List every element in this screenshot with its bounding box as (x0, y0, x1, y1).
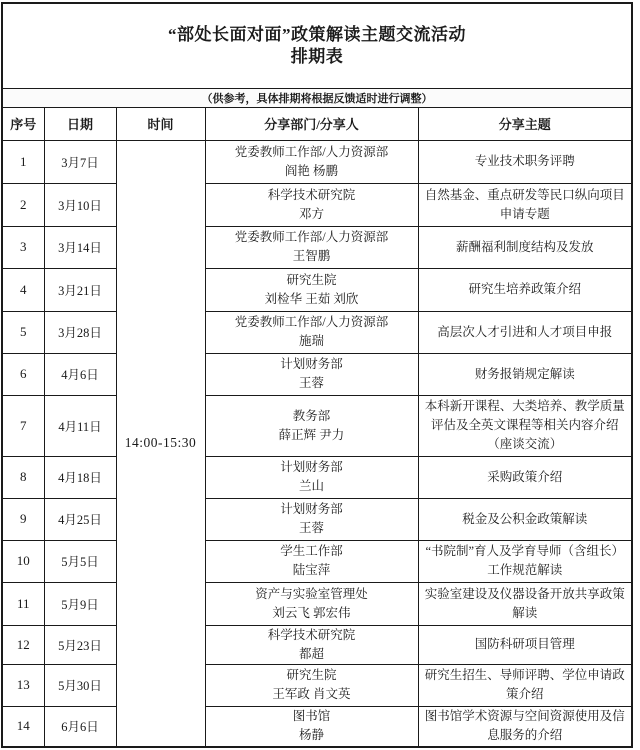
dept-name: 图书馆 (292, 709, 331, 724)
topic-cell: 财务报销规定解读 (418, 353, 632, 395)
topic-cell: 税金及公积金政策解读 (418, 498, 632, 540)
table-row (2, 183, 632, 226)
seq-cell: 3 (2, 226, 44, 268)
dept-cell (205, 664, 418, 706)
document-subtitle: （供参考，具体排期将根据反馈适时进行调整） (2, 88, 632, 107)
subtitle-row (2, 88, 632, 107)
document-title-line2: 排期表 (290, 46, 344, 66)
title-row (2, 3, 632, 88)
dept-cell (205, 625, 418, 664)
date-cell: 3月14日 (44, 226, 116, 268)
dept-name: 党委教师工作部/人力资源部 (234, 144, 389, 159)
person-names: 陆宝萍 (292, 563, 331, 577)
dept-name: 计划财务部 (280, 460, 343, 474)
dept-cell (205, 395, 418, 456)
dept-cell (205, 140, 418, 183)
person-names: 杨静 (298, 728, 324, 743)
table-row (2, 353, 632, 395)
person-names: 邓方 (298, 206, 324, 221)
table-row (2, 706, 632, 747)
column-header-time: 时间 (116, 107, 205, 140)
date-cell: 3月21日 (44, 268, 116, 311)
dept-name: 计划财务部 (280, 357, 343, 371)
person-names: 王智鹏 (292, 249, 331, 263)
document-title (2, 3, 632, 88)
person-names: 阎艳 杨鹏 (284, 163, 339, 178)
table-row (2, 664, 632, 706)
table-row (2, 226, 632, 268)
seq-cell: 2 (2, 183, 44, 226)
date-cell: 5月23日 (44, 625, 116, 664)
person-names: 刘检华 王茹 刘欣 (264, 291, 359, 306)
column-header-date: 日期 (44, 107, 116, 140)
document-title-line1: “部处长面对面”政策解读主题交流活动 (168, 24, 466, 44)
dept-name: 党委教师工作部/人力资源部 (234, 230, 389, 244)
dept-cell (205, 353, 418, 395)
column-header-dept: 分享部门/分享人 (205, 107, 418, 140)
dept-cell (205, 706, 418, 747)
dept-name: 研究生院 (286, 272, 337, 287)
seq-cell: 14 (2, 706, 44, 747)
person-names: 王蓉 (298, 376, 324, 390)
table-row (2, 140, 632, 183)
table-row (2, 625, 632, 664)
header-row (2, 107, 632, 140)
date-cell: 4月25日 (44, 498, 116, 540)
dept-name: 资产与实验室管理处 (255, 586, 368, 601)
table-row (2, 540, 632, 582)
seq-cell: 9 (2, 498, 44, 540)
date-cell: 5月5日 (44, 540, 116, 582)
seq-cell: 10 (2, 540, 44, 582)
person-names: 兰山 (298, 479, 324, 493)
table-row (2, 582, 632, 625)
table-row (2, 395, 632, 456)
seq-cell: 12 (2, 625, 44, 664)
time-cell: 14:00-15:30 (116, 140, 205, 747)
dept-name: 科学技术研究院 (267, 627, 356, 642)
dept-name: 科学技术研究院 (267, 187, 356, 202)
date-cell: 5月30日 (44, 664, 116, 706)
topic-cell: 国防科研项目管理 (418, 625, 632, 664)
dept-cell (205, 498, 418, 540)
seq-cell: 6 (2, 353, 44, 395)
person-names: 施瑞 (298, 334, 324, 348)
seq-cell: 11 (2, 582, 44, 625)
date-cell: 4月11日 (44, 395, 116, 456)
dept-name: 计划财务部 (280, 502, 343, 516)
seq-cell: 5 (2, 311, 44, 353)
dept-cell (205, 311, 418, 353)
topic-cell: 自然基金、重点研发等民口纵向项目申请专题 (418, 183, 632, 226)
table-row (2, 268, 632, 311)
person-names: 王蓉 (298, 521, 324, 535)
table-row (2, 456, 632, 498)
person-names: 王军政 肖文英 (272, 687, 351, 701)
topic-cell: “书院制”育人及学育导师（含组长）工作规范解读 (418, 540, 632, 582)
date-cell: 4月6日 (44, 353, 116, 395)
table-row (2, 498, 632, 540)
dept-name: 党委教师工作部/人力资源部 (234, 315, 389, 329)
date-cell: 3月28日 (44, 311, 116, 353)
topic-cell: 本科新开课程、大类培养、教学质量评估及全英文课程等相关内容介绍（座谈交流） (418, 395, 632, 456)
document-page (0, 2, 640, 750)
schedule-table (1, 2, 633, 748)
topic-cell: 实验室建设及仪器设备开放共享政策解读 (418, 582, 632, 625)
dept-cell (205, 582, 418, 625)
seq-cell: 8 (2, 456, 44, 498)
topic-cell: 专业技术职务评聘 (418, 140, 632, 183)
topic-cell: 研究生培养政策介绍 (418, 268, 632, 311)
topic-cell: 研究生招生、导师评聘、学位申请政策介绍 (418, 664, 632, 706)
topic-cell: 薪酬福利制度结构及发放 (418, 226, 632, 268)
date-cell: 6月6日 (44, 706, 116, 747)
seq-cell: 4 (2, 268, 44, 311)
person-names: 刘云飞 郭宏伟 (272, 605, 351, 620)
topic-cell: 采购政策介绍 (418, 456, 632, 498)
dept-cell (205, 226, 418, 268)
seq-cell: 13 (2, 664, 44, 706)
date-cell: 3月10日 (44, 183, 116, 226)
seq-cell: 7 (2, 395, 44, 456)
column-header-seq: 序号 (2, 107, 44, 140)
table-row (2, 311, 632, 353)
dept-cell (205, 183, 418, 226)
dept-name: 教务部 (292, 408, 331, 423)
column-header-topic: 分享主题 (418, 107, 632, 140)
person-names: 都超 (298, 646, 324, 661)
dept-cell (205, 456, 418, 498)
date-cell: 5月9日 (44, 582, 116, 625)
date-cell: 3月7日 (44, 140, 116, 183)
dept-cell (205, 268, 418, 311)
dept-name: 研究生院 (286, 668, 337, 682)
date-cell: 4月18日 (44, 456, 116, 498)
dept-cell (205, 540, 418, 582)
person-names: 薛正辉 尹力 (278, 427, 345, 442)
topic-cell: 高层次人才引进和人才项目申报 (418, 311, 632, 353)
seq-cell: 1 (2, 140, 44, 183)
topic-cell: 图书馆学术资源与空间资源使用及信息服务的介绍 (418, 706, 632, 747)
dept-name: 学生工作部 (280, 544, 343, 558)
